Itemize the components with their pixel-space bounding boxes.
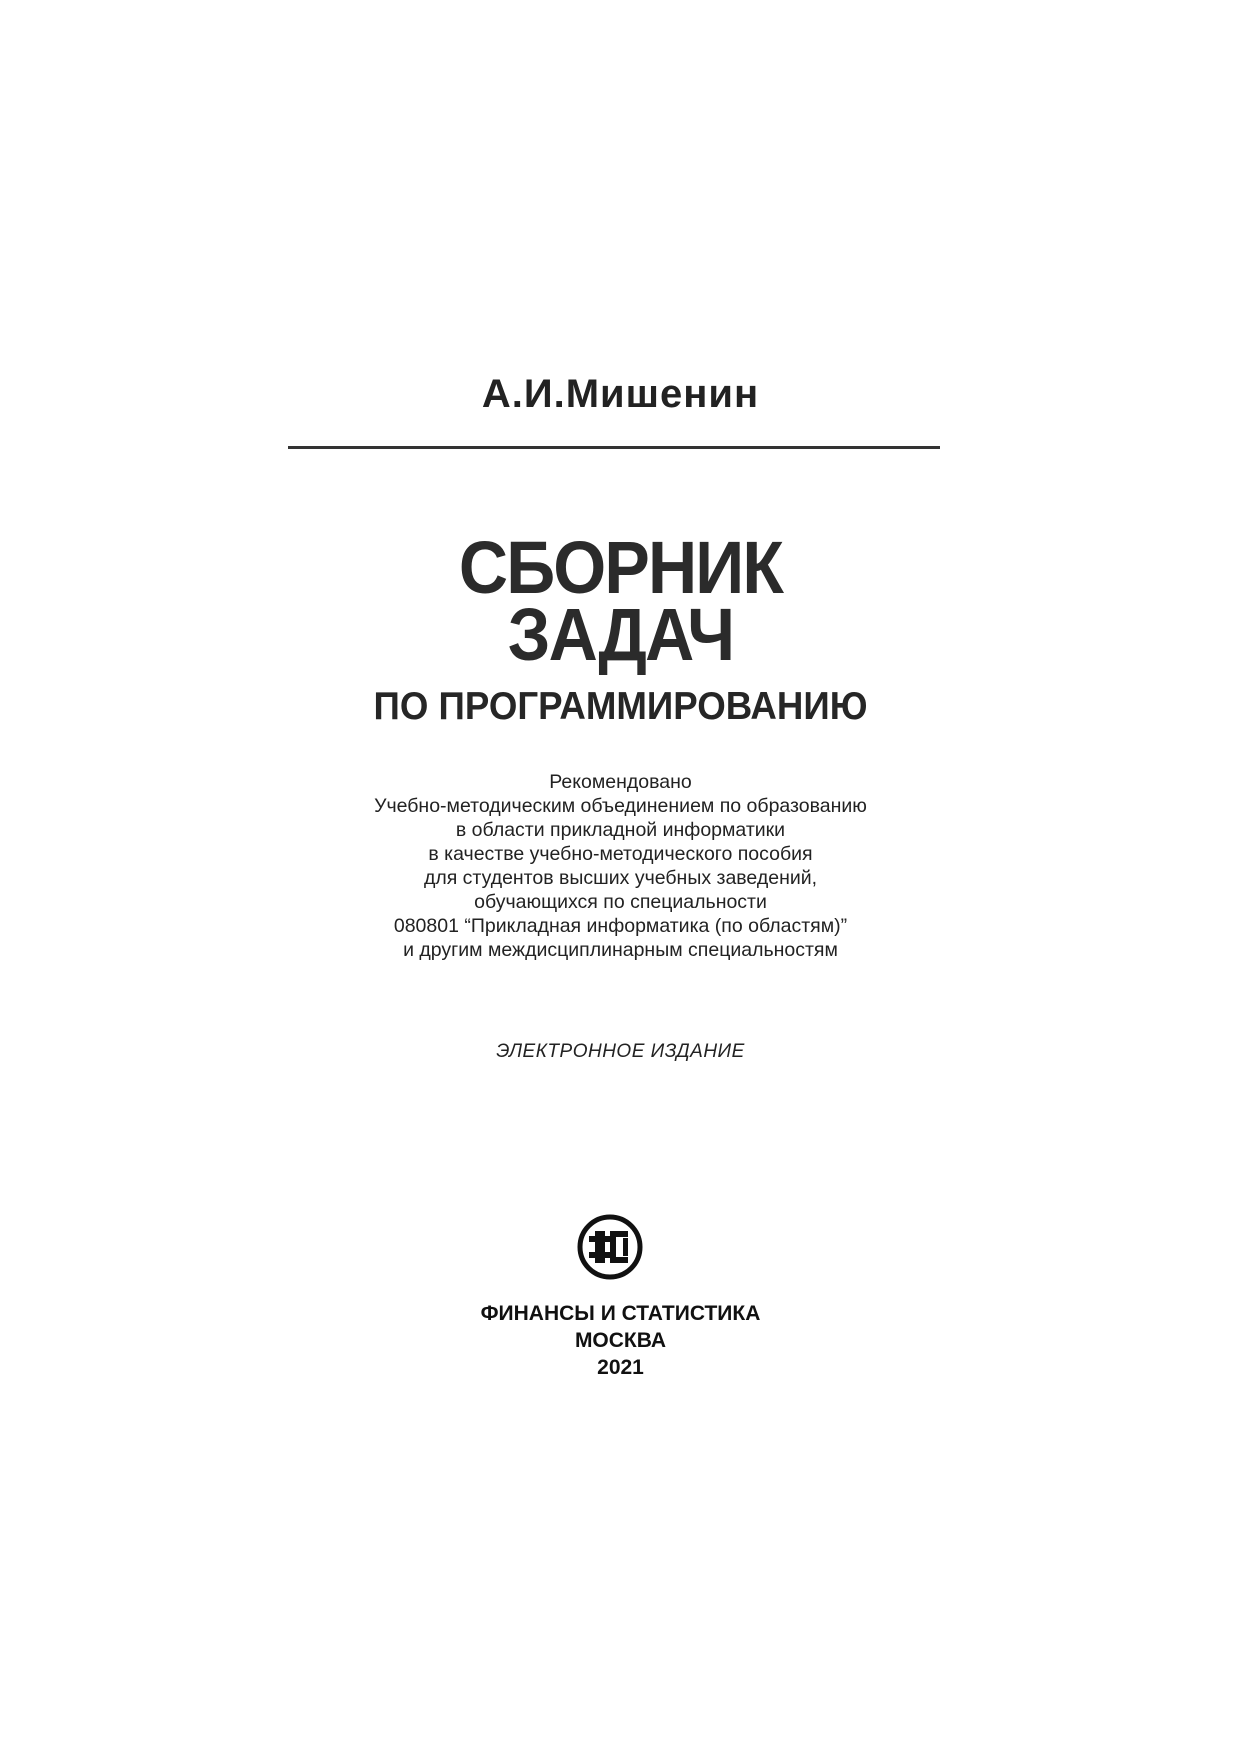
recommendation-line: в области прикладной информатики xyxy=(455,819,786,841)
recommendation-line: Рекомендовано xyxy=(549,771,692,793)
recommendation-line: и другим междисциплинарным специальностям xyxy=(403,939,838,961)
edition-label: ЭЛЕКТРОННОЕ ИЗДАНИЕ xyxy=(496,1041,745,1062)
author-divider xyxy=(288,446,940,449)
publisher-city: МОСКВА xyxy=(574,1329,667,1352)
recommendation-line: обучающихся по специальности xyxy=(474,891,767,913)
recommendation-line: в качестве учебно-методического пособия xyxy=(428,843,813,865)
book-title-line-2: ЗАДАЧ xyxy=(507,593,734,676)
fis-publisher-logo-icon xyxy=(577,1214,643,1280)
recommendation-line: 080801 “Прикладная информатика (по областям)” xyxy=(393,915,848,937)
book-title-line-1: СБОРНИК xyxy=(458,526,783,609)
publisher-block xyxy=(0,1300,1241,1381)
recommendation-line: для студентов высших учебных заведений, xyxy=(423,867,818,889)
recommendation-block xyxy=(0,770,1241,962)
author-name: А.И.Мишенин xyxy=(481,372,760,416)
publication-year: 2021 xyxy=(597,1356,644,1379)
recommendation-line: Учебно-методическим объединением по образованию xyxy=(374,795,867,817)
publisher-name: ФИНАНСЫ И СТАТИСТИКА xyxy=(480,1302,761,1325)
book-subtitle: ПО ПРОГРАММИРОВАНИЮ xyxy=(373,685,868,728)
